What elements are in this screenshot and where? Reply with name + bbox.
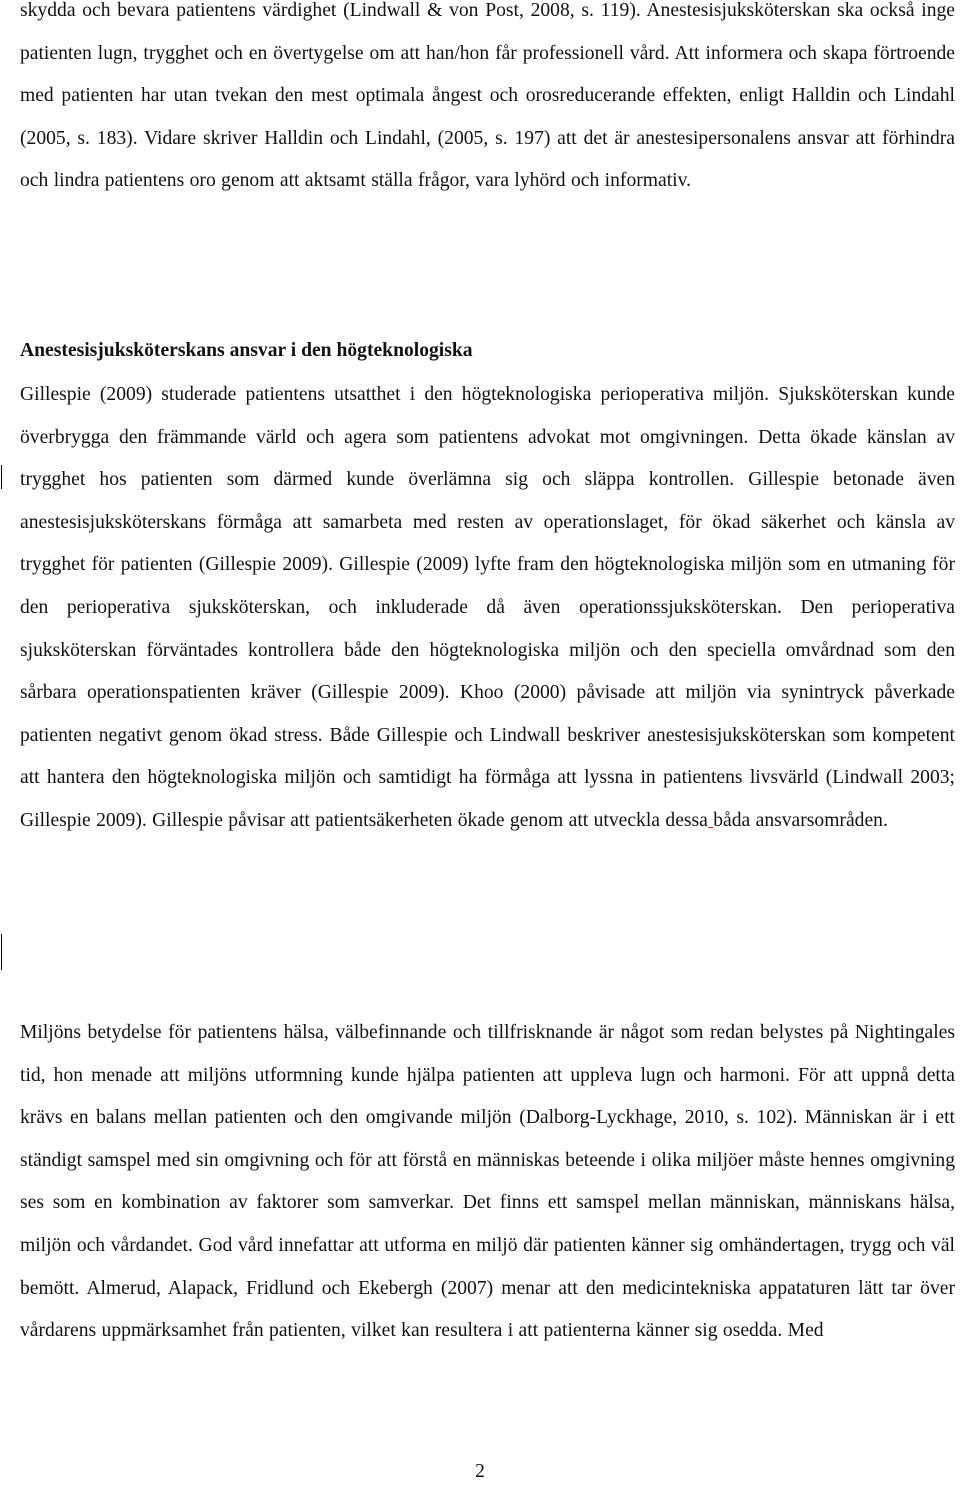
change-bar: [1, 934, 2, 970]
paragraph-1: skydda och bevara patientens värdighet (Lindwall & von Post, 2008, s. 119). Anestesisjuksköterskan ska också inge patienten lugn, trygghet och en övertygelse om att han/hon får professionell vård. Att informera och skapa förtroende med patienten har utan tvekan den mest optimala ångest och orosreducerande effekten, enligt Halldin och Lindahl (2005, s. 183). Vidare skriver Halldin och Lindahl, (2005, s. 197) att det är anestesipersonalens ansvar att förhindra och lindra patientens oro genom att aktsamt ställa frågor, vara lyhörd och informativ.: [20, 0, 955, 192]
change-bar: [1, 465, 2, 489]
paragraph-2-end: båda ansvarsområden.: [713, 809, 888, 831]
section-heading: Anestesisjuksköterskans ansvar i den högteknologiska: [20, 340, 473, 361]
paragraph-3: Miljöns betydelse för patientens hälsa, välbefinnande och tillfrisknande är något som redan belystes på Nightingales tid, hon menade att miljöns utformning kunde hjälpa patienten att uppleva lugn och harmoni. För att uppnå detta krävs en balans mellan patienten och den omgivande miljön (Dalborg-Lyckhage, 2010, s. 102). Människan är i ett ständigt samspel med sin omgivning och för att förstå en människas beteende i olika miljöer måste hennes omgivning ses som en kombination av faktorer som samverkar. Det finns ett samspel mellan människan, människans hälsa, miljön och vårdandet. God vård innefattar att utforma en miljö där patienten känner sig omhändertagen, trygg och väl bemött. Almerud, Alapack, Fridlund och Ekebergh (2007) menar att den medicintekniska appataturen lätt tar över vårdarens uppmärksamhet från patienten, vilket kan resultera i att patienterna känner sig osedda. Med: [20, 1022, 955, 1342]
page-number: 2: [475, 1461, 485, 1482]
document-page: [20, 0, 955, 1484]
paragraph-2-text: Gillespie (2009) studerade patientens utsatthet i den högteknologiska perioperativa miljön. Sjuksköterskan kunde överbrygga den främmande värld och agera som patientens advokat mot omgivningen. Detta ökade känslan av trygghet hos patienten som därmed kunde överlämna sig och släppa kontrollen. Gillespie betonade även anestesisjuksköterskans förmåga att samarbeta med resten av operationslaget, för ökad säkerhet och känsla av trygghet för patienten (Gillespie 2009). Gillespie (2009) lyfte fram den högteknologiska miljön som en utmaning för den perioperativa sjuksköterskan, och inkluderade då även operationssjuksköterskan. Den perioperativa sjuksköterskan förväntades kontrollera både den högteknologiska miljön och den speciella omvårdnad som den sårbara operationspatienten kräver (Gillespie 2009). Khoo (2000) påvisade att miljön via synintryck påverkade patienten negativt genom ökad stress. Både Gillespie och Lindwall beskriver anestesisjuksköterskan som kompetent att hantera den högteknologiska miljön och samtidigt ha förmåga att lyssna in patientens livsvärld (Lindwall 2003; Gillespie 2009). Gillespie påvisar att patientsäkerheten ökade genom att utveckla dessa: [20, 384, 955, 831]
paragraph-2: [20, 374, 955, 843]
